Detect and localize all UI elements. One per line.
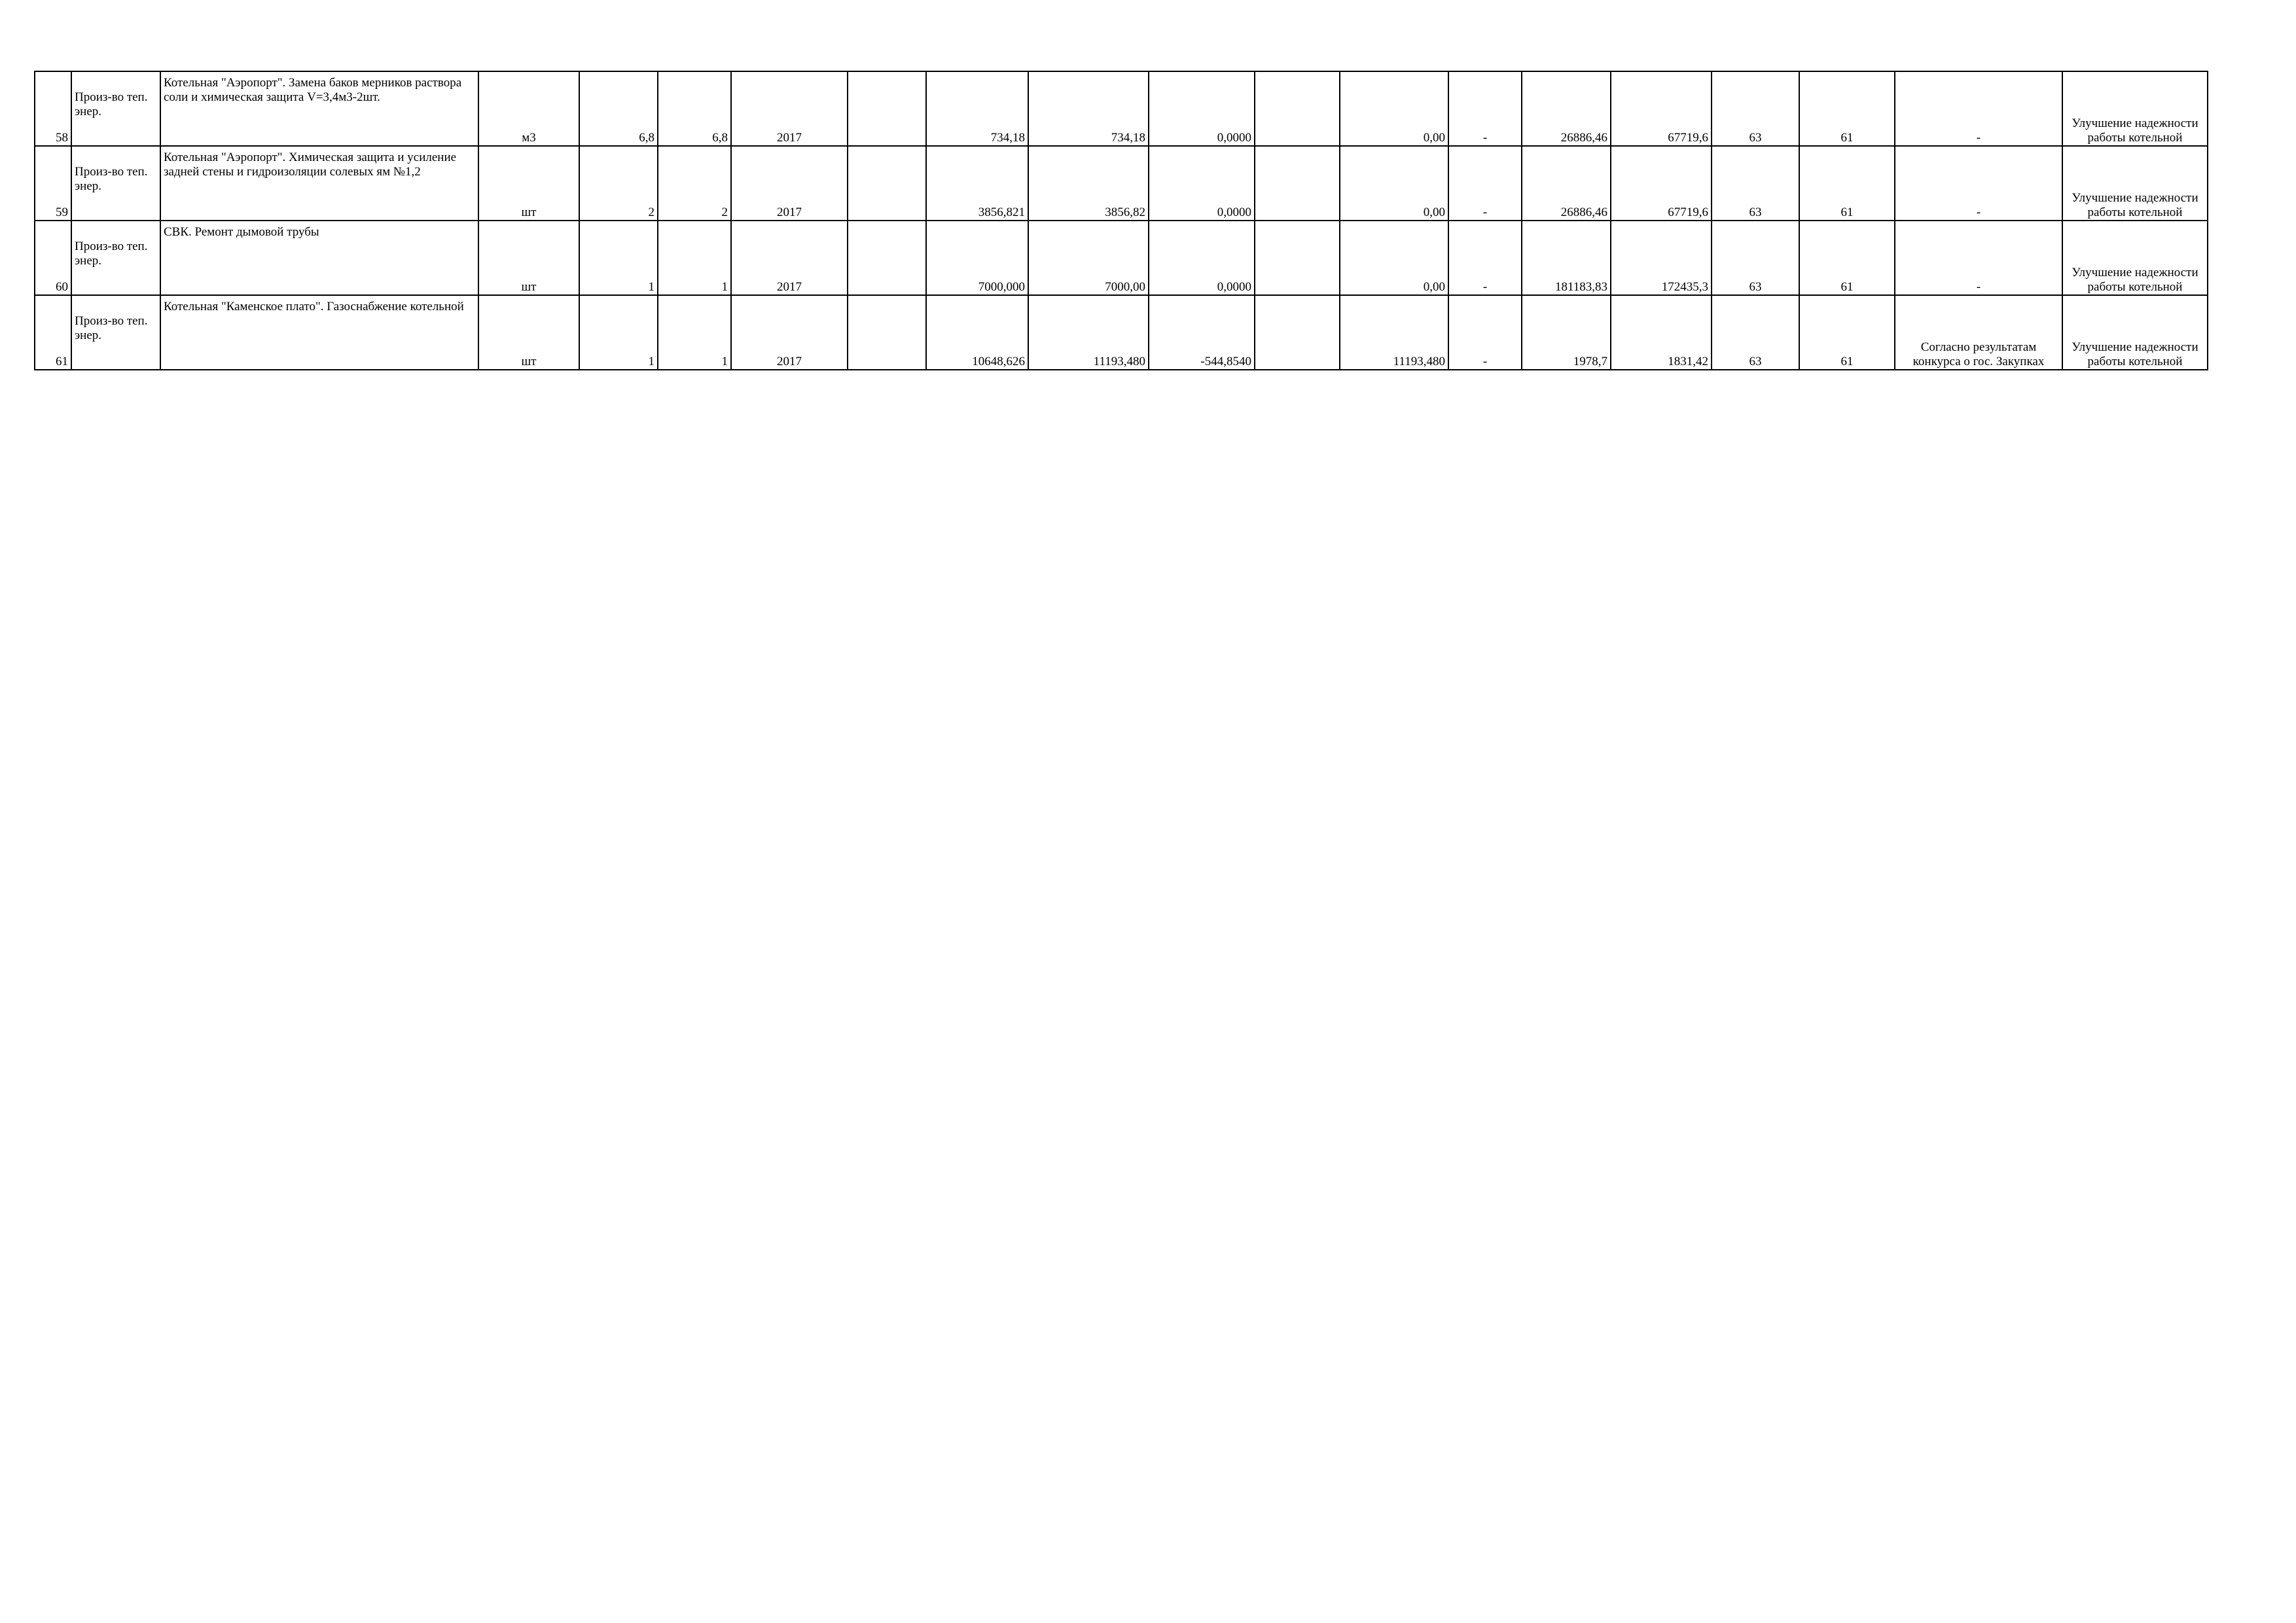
quantity-plan: 2 (579, 146, 658, 221)
value-8: 61 (1799, 221, 1895, 295)
note: Согласно результатам конкурса о гос. Закупках (1895, 295, 2062, 370)
empty-cell (848, 71, 926, 146)
unit: шт (478, 221, 579, 295)
measure-description: СВК. Ремонт дымовой трубы (160, 221, 478, 295)
measure-description: Котельная "Каменское плато". Газоснабжение котельной (160, 295, 478, 370)
value-8: 61 (1799, 295, 1895, 370)
measure-description: Котельная "Аэропорт". Замена баков мерников раствора соли и химическая защита V=3,4м3-2шт. (160, 71, 478, 146)
row-number: 58 (35, 71, 71, 146)
empty-cell (848, 146, 926, 221)
value-6: 172435,3 (1611, 221, 1712, 295)
quantity-plan: 1 (579, 221, 658, 295)
activity-type: Произ-во теп. энер. (71, 221, 160, 295)
value-6: 67719,6 (1611, 71, 1712, 146)
value-5: 181183,83 (1522, 221, 1611, 295)
cost-fact: 3856,82 (1028, 146, 1149, 221)
goal: Улучшение надежности работы котельной (2062, 221, 2208, 295)
row-number: 59 (35, 146, 71, 221)
measure-description: Котельная "Аэропорт". Химическая защита и усиление задней стены и гидроизоляции солевых ям №1,2 (160, 146, 478, 221)
data-table (34, 71, 2208, 370)
year: 2017 (731, 146, 848, 221)
value-6: 1831,42 (1611, 295, 1712, 370)
empty-cell (1255, 71, 1340, 146)
cost-plan: 7000,000 (926, 221, 1028, 295)
cost-plan: 10648,626 (926, 295, 1028, 370)
cost-fact: 734,18 (1028, 71, 1149, 146)
value-5: 26886,46 (1522, 146, 1611, 221)
quantity-fact: 1 (658, 221, 731, 295)
value-7: 63 (1712, 221, 1799, 295)
cost-deviation: -544,8540 (1149, 295, 1255, 370)
unit: шт (478, 146, 579, 221)
table-row (35, 146, 2208, 221)
activity-type: Произ-во теп. энер. (71, 295, 160, 370)
value-7: 63 (1712, 295, 1799, 370)
dash-cell: - (1448, 295, 1522, 370)
empty-cell (1255, 295, 1340, 370)
value-6: 67719,6 (1611, 146, 1712, 221)
activity-type: Произ-во теп. энер. (71, 71, 160, 146)
cost-deviation: 0,0000 (1149, 71, 1255, 146)
cost-deviation: 0,0000 (1149, 146, 1255, 221)
quantity-fact: 2 (658, 146, 731, 221)
table-row (35, 295, 2208, 370)
empty-cell (848, 221, 926, 295)
empty-cell (1255, 221, 1340, 295)
quantity-plan: 1 (579, 295, 658, 370)
value-4: 11193,480 (1340, 295, 1448, 370)
goal: Улучшение надежности работы котельной (2062, 295, 2208, 370)
cost-plan: 734,18 (926, 71, 1028, 146)
empty-cell (1255, 146, 1340, 221)
value-5: 1978,7 (1522, 295, 1611, 370)
cost-deviation: 0,0000 (1149, 221, 1255, 295)
goal: Улучшение надежности работы котельной (2062, 71, 2208, 146)
cost-fact: 7000,00 (1028, 221, 1149, 295)
value-4: 0,00 (1340, 221, 1448, 295)
unit: шт (478, 295, 579, 370)
value-7: 63 (1712, 71, 1799, 146)
cost-plan: 3856,821 (926, 146, 1028, 221)
dash-cell: - (1448, 71, 1522, 146)
value-8: 61 (1799, 71, 1895, 146)
note: - (1895, 146, 2062, 221)
value-4: 0,00 (1340, 71, 1448, 146)
year: 2017 (731, 295, 848, 370)
quantity-fact: 6,8 (658, 71, 731, 146)
quantity-plan: 6,8 (579, 71, 658, 146)
value-8: 61 (1799, 146, 1895, 221)
row-number: 61 (35, 295, 71, 370)
unit: м3 (478, 71, 579, 146)
row-number: 60 (35, 221, 71, 295)
empty-cell (848, 295, 926, 370)
year: 2017 (731, 71, 848, 146)
activity-type: Произ-во теп. энер. (71, 146, 160, 221)
table-row (35, 71, 2208, 146)
note: - (1895, 221, 2062, 295)
value-5: 26886,46 (1522, 71, 1611, 146)
value-4: 0,00 (1340, 146, 1448, 221)
dash-cell: - (1448, 146, 1522, 221)
year: 2017 (731, 221, 848, 295)
note: - (1895, 71, 2062, 146)
table-row (35, 221, 2208, 295)
dash-cell: - (1448, 221, 1522, 295)
value-7: 63 (1712, 146, 1799, 221)
quantity-fact: 1 (658, 295, 731, 370)
cost-fact: 11193,480 (1028, 295, 1149, 370)
goal: Улучшение надежности работы котельной (2062, 146, 2208, 221)
